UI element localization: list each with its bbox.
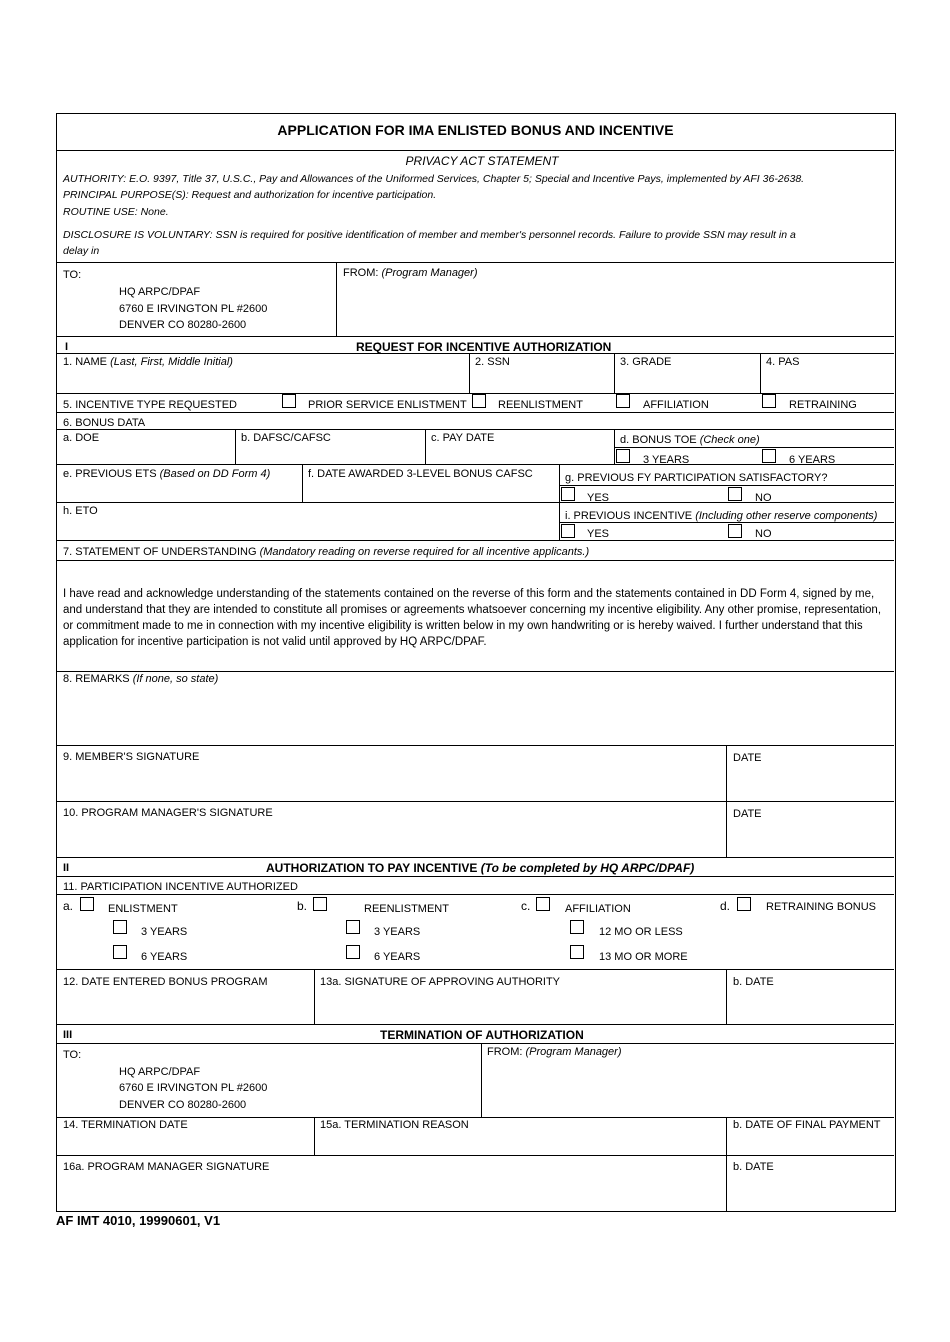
prev-inc-yes-checkbox[interactable] <box>561 524 575 538</box>
pas-label[interactable]: 4. PAS <box>766 356 800 368</box>
form-body <box>56 113 896 1212</box>
privacy-routine: ROUTINE USE: None. <box>63 206 169 218</box>
affiliation-auth-checkbox[interactable] <box>536 897 550 911</box>
pm-signature-date-label[interactable]: DATE <box>733 808 762 820</box>
enlistment-3-years-checkbox[interactable] <box>113 920 127 934</box>
termination-reason-label[interactable]: 15a. TERMINATION REASON <box>320 1119 469 1131</box>
termination-date-label[interactable]: 14. TERMINATION DATE <box>63 1119 188 1131</box>
to-label: TO: <box>63 269 82 281</box>
privacy-disclosure: DISCLOSURE IS VOLUNTARY: SSN is required for positive identification of member and member's personnel records. Failure to provide SSN may result in a <box>63 229 796 241</box>
prev-fy-yes-checkbox[interactable] <box>561 487 575 501</box>
remarks-label[interactable] <box>63 673 218 686</box>
prev-fy-no-label: NO <box>755 492 772 504</box>
enlistment-label: ENLISTMENT <box>108 903 178 915</box>
reenlistment-auth-label: REENLISTMENT <box>364 903 449 915</box>
grade-label[interactable]: 3. GRADE <box>620 356 672 368</box>
prev-inc-no-checkbox[interactable] <box>728 524 742 538</box>
enlistment-6-years-label: 6 YEARS <box>141 951 188 963</box>
final-payment-label[interactable]: b. DATE OF FINAL PAYMENT <box>733 1119 881 1131</box>
participation-authorized-label: 11. PARTICIPATION INCENTIVE AUTHORIZED <box>63 881 298 893</box>
affiliation-13mo-label: 13 MO OR MORE <box>599 951 688 963</box>
affiliation-12mo-checkbox[interactable] <box>570 920 584 934</box>
prev-fy-label: g. PREVIOUS FY PARTICIPATION SATISFACTORY? <box>565 472 828 484</box>
form-title: APPLICATION FOR IMA ENLISTED BONUS AND INCENTIVE <box>277 122 674 138</box>
option-d-letter: d. <box>720 899 731 913</box>
prev-fy-yes-label: YES <box>587 492 610 504</box>
enlistment-checkbox[interactable] <box>80 897 94 911</box>
prior-service-checkbox[interactable] <box>282 394 296 408</box>
prev-ets-text: e. PREVIOUS ETS <box>63 468 157 480</box>
section2-num: II <box>63 862 70 874</box>
reenlistment-auth-checkbox[interactable] <box>313 897 327 911</box>
bonus-toe-text: d. BONUS TOE <box>620 434 697 446</box>
retraining-checkbox[interactable] <box>762 394 776 408</box>
eto-label[interactable]: h. ETO <box>63 505 98 517</box>
prev-incentive-text: i. PREVIOUS INCENTIVE <box>565 510 693 522</box>
section3-num: III <box>63 1029 73 1041</box>
pm-signature-label[interactable]: 10. PROGRAM MANAGER'S SIGNATURE <box>63 807 273 819</box>
privacy-purpose: PRINCIPAL PURPOSE(S): Request and authorization for incentive participation. <box>63 189 437 201</box>
term-to-line1: HQ ARPC/DPAF <box>119 1066 201 1078</box>
affiliation-label: AFFILIATION <box>643 399 709 411</box>
retraining-bonus-checkbox[interactable] <box>737 897 751 911</box>
privacy-heading: PRIVACY ACT STATEMENT <box>405 154 559 168</box>
statement-label-text: 7. STATEMENT OF UNDERSTANDING <box>63 546 257 558</box>
reenlistment-3-years-label: 3 YEARS <box>374 926 421 938</box>
toe-6-years-label: 6 YEARS <box>789 454 836 466</box>
section1-heading: REQUEST FOR INCENTIVE AUTHORIZATION <box>356 340 612 354</box>
reenlistment-checkbox[interactable] <box>472 394 486 408</box>
doe-label[interactable]: a. DOE <box>63 432 100 444</box>
term-to-label: TO: <box>63 1049 82 1061</box>
name-label[interactable] <box>63 356 233 369</box>
statement-text: I have read and acknowledge understanding of the statements contained on the reverse of this form and the statements contained in DD Form 4, signed by me, and understand that they are intended to constitute all promises or agreements whatsoever concerning my incentive eligibility. Any other promise, representation, or commitment made to me in connection with my incentive eligibility is written below in my own handwriting or is hereby waived. I further understand that this application for incentive participation is not valid until approved by HQ ARPC/DPAF. <box>63 588 882 648</box>
prior-service-label: PRIOR SERVICE ENLISTMENT <box>308 399 467 411</box>
member-signature-date-label[interactable]: DATE <box>733 752 762 764</box>
section2-heading <box>266 862 694 875</box>
retraining-label: RETRAINING <box>789 399 857 411</box>
prev-inc-yes-label: YES <box>587 528 610 540</box>
remarks-hint: (If none, so state) <box>132 673 219 685</box>
form-footer: AF IMT 4010, 19990601, V1 <box>56 1213 221 1228</box>
prev-incentive-hint: (Including other reserve components) <box>695 510 878 522</box>
affiliation-13mo-checkbox[interactable] <box>570 945 584 959</box>
prev-ets-hint: (Based on DD Form 4) <box>159 468 271 480</box>
bonus-toe-label <box>620 434 760 447</box>
option-b-letter: b. <box>297 899 308 913</box>
affiliation-12mo-label: 12 MO OR LESS <box>599 926 683 938</box>
term-from-text: FROM: <box>487 1046 523 1058</box>
reenlistment-6-years-label: 6 YEARS <box>374 951 421 963</box>
section3-heading: TERMINATION OF AUTHORIZATION <box>380 1028 584 1042</box>
term-from-label[interactable] <box>487 1046 622 1059</box>
approving-signature-label[interactable]: 13a. SIGNATURE OF APPROVING AUTHORITY <box>320 976 561 988</box>
toe-6-years-checkbox[interactable] <box>762 449 776 463</box>
section2-hint: (To be completed by HQ ARPC/DPAF) <box>480 861 695 875</box>
reenlistment-label: REENLISTMENT <box>498 399 583 411</box>
remarks-label-text: 8. REMARKS <box>63 673 130 685</box>
from-label-text: FROM: <box>343 267 379 279</box>
reenlistment-3-years-checkbox[interactable] <box>346 920 360 934</box>
reenlistment-6-years-checkbox[interactable] <box>346 945 360 959</box>
enlistment-6-years-checkbox[interactable] <box>113 945 127 959</box>
prev-inc-no-label: NO <box>755 528 772 540</box>
term-to-line3: DENVER CO 80280-2600 <box>119 1099 247 1111</box>
section2-heading-text: AUTHORIZATION TO PAY INCENTIVE <box>266 861 478 875</box>
from-hint: (Program Manager) <box>381 267 478 279</box>
enlistment-3-years-label: 3 YEARS <box>141 926 188 938</box>
member-signature-label[interactable]: 9. MEMBER'S SIGNATURE <box>63 751 200 763</box>
approving-date-label[interactable]: b. DATE <box>733 976 774 988</box>
toe-3-years-checkbox[interactable] <box>616 449 630 463</box>
date-awarded-label[interactable]: f. DATE AWARDED 3-LEVEL BONUS CAFSC <box>308 468 533 480</box>
term-to-line2: 6760 E IRVINGTON PL #2600 <box>119 1082 268 1094</box>
term-from-hint: (Program Manager) <box>525 1046 622 1058</box>
bonus-toe-hint: (Check one) <box>699 434 760 446</box>
option-c-letter: c. <box>521 899 531 913</box>
statement-hint: (Mandatory reading on reverse required for all incentive applicants.) <box>259 546 590 558</box>
section1-num: I <box>65 341 69 353</box>
name-hint: (Last, First, Middle Initial) <box>110 356 233 368</box>
prev-ets-label[interactable] <box>63 468 270 481</box>
privacy-authority: AUTHORITY: E.O. 9397, Title 37, U.S.C., Pay and Allowances of the Uniformed Services, Chapter 5; Special and Incentive Pays, implemented by AFI 36-2638. <box>63 173 805 185</box>
to-line2: 6760 E IRVINGTON PL #2600 <box>119 303 268 315</box>
dafsc-label[interactable]: b. DAFSC/CAFSC <box>241 432 331 444</box>
term-pm-signature-label[interactable]: 16a. PROGRAM MANAGER SIGNATURE <box>63 1161 270 1173</box>
option-a-letter: a. <box>63 899 74 913</box>
date-entered-label[interactable]: 12. DATE ENTERED BONUS PROGRAM <box>63 976 268 988</box>
retraining-bonus-label: RETRAINING BONUS <box>766 901 877 913</box>
to-line1: HQ ARPC/DPAF <box>119 286 201 298</box>
bonus-data-label: 6. BONUS DATA <box>63 417 146 429</box>
prev-fy-no-checkbox[interactable] <box>728 487 742 501</box>
term-pm-date-label[interactable]: b. DATE <box>733 1161 774 1173</box>
statement-label <box>63 546 589 559</box>
affiliation-checkbox[interactable] <box>616 394 630 408</box>
incentive-type-label: 5. INCENTIVE TYPE REQUESTED <box>63 399 238 411</box>
privacy-disclosure-cont: delay in <box>63 245 100 257</box>
ssn-label[interactable]: 2. SSN <box>475 356 510 368</box>
to-line3: DENVER CO 80280-2600 <box>119 319 247 331</box>
affiliation-auth-label: AFFILIATION <box>565 903 631 915</box>
toe-3-years-label: 3 YEARS <box>643 454 690 466</box>
pay-date-label[interactable]: c. PAY DATE <box>431 432 495 444</box>
name-label-text: 1. NAME <box>63 356 108 368</box>
from-label[interactable] <box>343 267 478 280</box>
